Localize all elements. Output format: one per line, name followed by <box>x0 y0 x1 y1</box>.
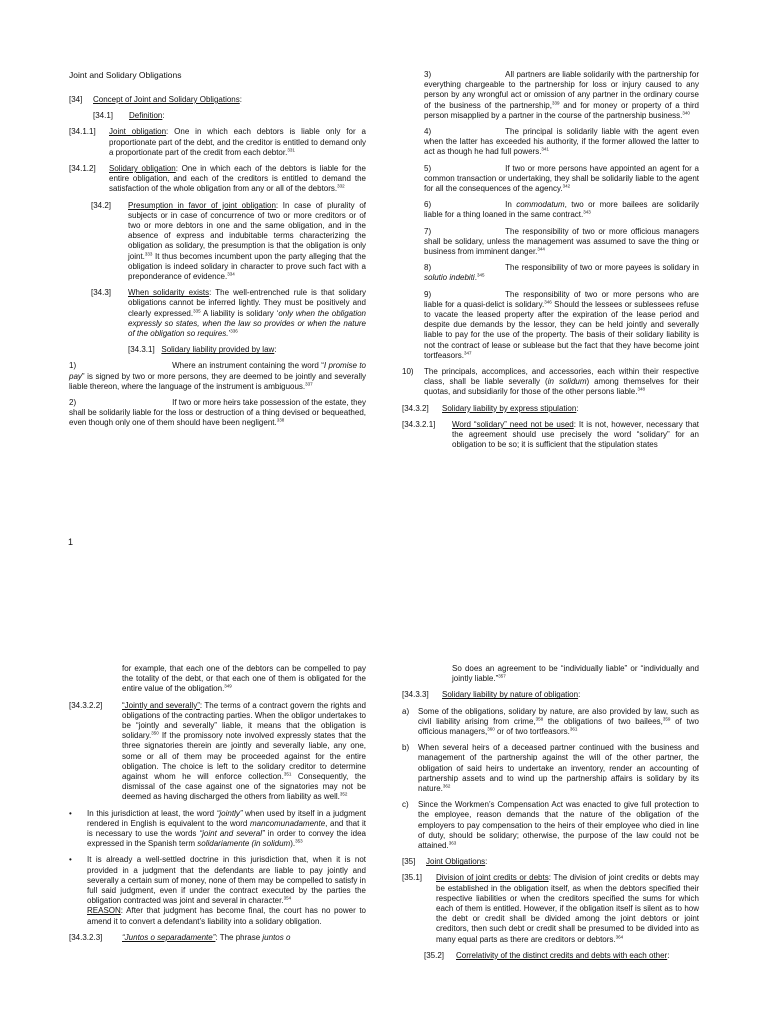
page2-left-column <box>69 664 366 949</box>
quoted-text: solidariamente (in solidum <box>197 839 291 849</box>
section-title: Joint Obligations <box>426 857 486 867</box>
paragraph-joint-obligation <box>69 127 366 158</box>
paragraph-text: If the promissory note involved expressly states that the three signatories therein are jointly and severally liable, any one, some or all of them may be proceeded against for the entire obligation. The choice is left to the solidary creditor to determine against whom he will enforce collection. <box>122 731 366 782</box>
section-34-3-2-heading: [34.3.2] Solidary liability by express stipulation: <box>402 403 579 413</box>
list-letter: c) <box>402 800 409 810</box>
list-item-7 <box>402 227 699 258</box>
list-item-5 <box>402 164 699 195</box>
list-text: When several heirs of a deceased partner continued with the business and management of the partnership against the will of the other partner, the obligation of said heirs to undertake an inventory, render an accounting of partnership assets and to wind up the partnership affairs is solidary by its nature. <box>418 743 699 794</box>
section-title: Solidary liability provided by law <box>161 345 275 355</box>
footnote-ref: 359 <box>662 716 671 722</box>
section-number: [34.1.1] <box>69 127 96 137</box>
term: Joint obligation <box>109 127 167 137</box>
page1-left-column <box>69 95 366 435</box>
footnote-ref: 345 <box>476 272 485 278</box>
list-item-a <box>402 707 699 738</box>
quoted-text: juntos o <box>262 932 291 942</box>
footnote-ref: 358 <box>535 716 544 722</box>
paragraph-solidary-obligation <box>69 164 366 195</box>
paragraph-presumption-joint <box>91 201 366 283</box>
section-34-1-heading: [34.1] Definition: <box>93 111 165 121</box>
list-text: The principals, accomplices, and accessories, each within their respective class, shall be liable severally ( <box>424 367 699 387</box>
list-item-6 <box>402 200 699 220</box>
footnote-ref: 361 <box>569 726 578 732</box>
page2-right-column <box>402 664 699 967</box>
paragraph-text: : It is not, however, necessary that the agreement should use precisely the word “solidary” for an obligation to be so; it is sufficient that the stipulation states <box>452 419 699 450</box>
footnote-ref: 362 <box>442 783 451 789</box>
bullet-text: ). <box>290 839 296 849</box>
quoted-text: I promise to pay <box>69 361 366 381</box>
list-item-1 <box>69 361 366 392</box>
paragraph-division-joint-credits <box>402 873 699 944</box>
list-item-9 <box>402 290 699 361</box>
paragraph-text: : One in which each of the debtors is liable for the entire obligation, and each of the creditors is entitled to demand the satisfaction of the whole obligation from any or all of the debtors. <box>109 164 366 194</box>
bullet-text: in order to convey the idea expressed in the Spanish term <box>87 829 366 849</box>
paragraph-text: So does an agreement to be “individually liable” or “individually and jointly liable.” <box>452 664 699 684</box>
term: When solidarity exists <box>128 288 210 298</box>
list-item-4 <box>402 127 699 158</box>
footnote-ref: 357 <box>498 673 506 679</box>
list-item-10 <box>402 367 699 398</box>
section-number: [34.2] <box>91 200 112 210</box>
quoted-text: mancomunadamente <box>250 818 326 828</box>
paragraph-jointly-severally <box>69 701 366 803</box>
footnote-ref: 348 <box>637 386 645 392</box>
footnote-ref: 334 <box>227 271 235 277</box>
bullet-icon: • <box>69 855 72 865</box>
bullet-text: when used by itself in a judgment rendered in English is equivalent to the word <box>87 808 367 828</box>
section-number: [35] <box>402 857 416 867</box>
list-text: , two or more bailees are solidarily liable for a thing loaned in the same contract. <box>424 200 699 220</box>
list-text: If two or more persons have appointed an agent for a common transaction or undertaking, they shall be solidarily liable to the agent for all the consequences of the agency. <box>424 163 699 194</box>
section-title: Solidary liability by nature of obligation <box>442 690 579 700</box>
list-number: 10) <box>402 367 414 377</box>
footnote-ref: 342 <box>562 183 571 189</box>
list-text: the obligations of two bailees, <box>543 716 663 726</box>
footnote-ref: 339 <box>551 99 560 105</box>
footnote-ref: 341 <box>541 146 549 152</box>
section-title: Concept of Joint and Solidary Obligations <box>93 95 240 104</box>
paragraph-text: : The terms of a contract govern the rights and obligations of the contracting parties. When the obligor undertakes to be “jointly and severally” liable, it means that the obligation is solidary. <box>122 700 366 741</box>
term: “Jointly and severally” <box>122 700 200 710</box>
quoted-text: commodatum <box>516 200 565 210</box>
list-text: and for money or property of a third person misapplied by a partner in the course of the partnership business. <box>424 100 699 120</box>
footnote-ref: 346 <box>544 299 552 305</box>
list-letter: b) <box>402 743 410 753</box>
list-text: The principal is solidarily liable with the agent even when the latter has exceeded his authority, if the former allowed the latter to act as though he had full powers. <box>424 127 699 157</box>
footnote-ref: 336 <box>230 328 238 334</box>
footnote-ref: 347 <box>464 350 472 356</box>
section-number: [34.3.2] <box>402 403 429 413</box>
list-text: or of two tortfeasors. <box>494 727 570 737</box>
list-text: The responsibility of two or more payees is solidary in <box>505 263 699 273</box>
list-text: Where an instrument containing the word “ <box>172 361 324 371</box>
footnote-ref: 332 <box>337 183 345 189</box>
reason-label: REASON <box>87 906 121 916</box>
term: Division of joint credits or debts <box>436 873 549 883</box>
paragraph-text: : The well-entrenched rule is that solidary obligations cannot be inferred lightly. They must be positively and clearly expressed. <box>128 288 366 318</box>
list-number: 5) <box>424 163 432 173</box>
list-text: All partners are liable solidarily with the partnership for everything chargeable to the partnership for loss or injury caused to any person by any wrongful act or omission of any partner in the ordinary course of the business of the partnership, <box>424 70 699 110</box>
list-number: 8) <box>424 263 432 273</box>
paragraph-word-solidary <box>402 420 699 451</box>
paragraph-text: ’ <box>228 329 231 339</box>
paragraph-text: Consequently, the dismissal of the case against one of the signatories may not be deemed as having discharged the others from liability as well. <box>122 772 367 802</box>
paragraph-when-solidarity-exists <box>91 288 366 339</box>
footnote-ref: 344 <box>537 246 545 252</box>
section-title: Definition <box>129 111 163 121</box>
footnote-ref: 349 <box>224 683 232 689</box>
section-number: [34.1] <box>93 111 114 121</box>
section-number: [34.1.2] <box>69 164 96 174</box>
term: Word “solidary” need not be used <box>452 419 574 429</box>
list-letter: a) <box>402 706 410 716</box>
quoted-text: “jointly” <box>216 808 243 818</box>
paragraph-individually-liable <box>402 664 699 684</box>
list-number: 4) <box>424 127 432 137</box>
list-text: ” is signed by two or more persons, they are deemed to be jointly and severally liable thereon, where the language of the instrument is ambiguous. <box>69 371 366 391</box>
section-number: [34.3.3] <box>402 690 429 700</box>
section-number: [34.3.2.3] <box>69 932 103 942</box>
footnote-ref: 360 <box>487 726 495 732</box>
list-text: The responsibility of two or more persons who are liable for a quasi-delict is solidary. <box>424 289 699 309</box>
bullet-text: , and that it is necessary to use the words <box>87 818 366 839</box>
list-text: The responsibility of two or more officious managers shall be solidary, unless the management was assumed to save the thing or business from imminent danger. <box>424 226 699 257</box>
paragraph-text: : One in which each debtors is liable only for a proportionate part of the debt, and the creditor is entitled to demand only a proportionate part of the credit from each debtor. <box>109 127 366 157</box>
section-number: [34] <box>69 95 83 104</box>
footnote-ref: 364 <box>615 934 624 940</box>
paragraph-text: A liability is solidary ‘ <box>200 308 279 318</box>
section-number: [34.3] <box>91 288 112 298</box>
list-number: 1) <box>69 361 77 371</box>
document-title: Joint and Solidary Obligations <box>69 70 182 80</box>
section-number: [34.3.2.2] <box>69 700 103 710</box>
list-text: If two or more heirs take possession of the estate, they shall be solidarily liable for the loss or destruction of a thing devised or bequeathed, even though only one of them should have been negligent. <box>69 398 366 428</box>
section-35-2-heading: [35.2] Correlativity of the distinct credits and debts with each other: <box>424 950 670 960</box>
section-number: [35.1] <box>402 873 423 883</box>
bullet-icon: • <box>69 808 72 818</box>
footnote-ref: 352 <box>339 791 348 797</box>
bullet-item-2 <box>69 855 366 926</box>
list-text: ) among themselves for their quotas, and subsidiarily for those of the other persons liable. <box>424 377 700 397</box>
paragraph-text: for example, that each one of the debtors can be compelled to pay the totality of the debt, or that each one of them is obligated for the entire value of the obligation. <box>122 664 366 694</box>
bullet-text: It is already a well-settled doctrine in this jurisdiction that, when it is not provided in a judgment that the defendants are liable to pay jointly and severally a certain sum of money, none of them may be compelled to satisfy in full said judgment, even if under the contract executed by the parties the obligation contracted was joint and several in character. <box>87 855 366 906</box>
section-title: Correlativity of the distinct credits and debts with each other <box>456 950 668 960</box>
bullet-text: In this jurisdiction at least, the word <box>87 808 217 818</box>
footnote-ref: 351 <box>283 771 292 777</box>
section-number: [34.3.2.1] <box>402 419 436 429</box>
list-text: Should the lessees or sublessees refuse to vacate the leased property after the expiration of the lease period and despite due demands by the lessor, they can be held jointly and severally liable to pay for the use of the property. The basis of their solidary liability is not the contract of lease or sublease but the fact that they have become joint tortfeasors. <box>424 299 699 360</box>
footnote-ref: 353 <box>295 838 303 844</box>
list-text: Some of the obligations, solidary by nature, are also provided by law, such as civil liability arising from crime, <box>418 706 699 726</box>
section-34-heading: [34] Concept of Joint and Solidary Obligations: <box>69 95 242 104</box>
section-number: [34.3.1] <box>128 345 155 355</box>
footnote-ref: 331 <box>287 147 295 153</box>
list-text: of two officious managers, <box>418 716 699 737</box>
paragraph-text: It thus becomes incumbent upon the party alleging that the obligation is indeed solidary in character to prove such fact with a preponderance of evidence. <box>128 251 366 282</box>
quoted-text: solutio indebiti <box>424 273 475 283</box>
footnote-ref: 363 <box>448 840 457 846</box>
term: “Juntos o separadamente” <box>122 932 216 942</box>
page1-right-column <box>402 70 699 457</box>
list-number: 6) <box>424 200 432 210</box>
footnote-ref: 343 <box>583 209 591 215</box>
list-text: Since the Workmen’s Compensation Act was enacted to give full protection to the employee, reason demands that the nature of the obligation of the employers to pay compensation to the heirs of their employee who died in line of duty, should be solidary; otherwise, the purpose of the law could not be attained. <box>418 800 699 851</box>
list-text: . <box>474 273 477 283</box>
list-item-3 <box>402 70 699 121</box>
list-item-2 <box>69 398 366 429</box>
section-34-3-1-heading: [34.3.1] Solidary liability provided by law: <box>128 345 277 355</box>
list-number: 7) <box>424 226 432 236</box>
quoted-text: only when the obligation expressly so states, when the law so provides or when the nature of the obligation so requires. <box>128 308 367 339</box>
term: Presumption in favor of joint obligation <box>128 200 276 210</box>
paragraph-juntos <box>69 933 366 943</box>
section-number: [35.2] <box>424 950 445 960</box>
section-35-heading: [35] Joint Obligations: <box>402 857 488 867</box>
footnote-ref: 333 <box>144 250 153 256</box>
paragraph-text: : The phrase <box>215 932 263 942</box>
footnote-ref: 350 <box>151 730 159 736</box>
footnote-ref: 338 <box>276 417 285 423</box>
footnote-ref: 337 <box>305 381 313 387</box>
quoted-text: “joint and several” <box>199 829 265 839</box>
list-item-c <box>402 800 699 851</box>
bullet-item-1 <box>69 809 366 850</box>
paragraph-continuation <box>69 664 366 695</box>
footnote-ref: 335 <box>193 308 201 313</box>
list-item-8 <box>402 263 699 283</box>
section-title: Solidary liability by express stipulation <box>442 403 577 413</box>
footnote-ref: 340 <box>682 110 690 116</box>
list-number: 3) <box>424 70 432 79</box>
paragraph-text: : In case of plurality of subjects or in case of concurrence of two or more creditors or of two or more debtors in one and the same obligation, and in the absence of express and indubitable terms characterizing the obligation as solidary, the presumption is that the obligation is only joint. <box>128 200 366 261</box>
section-34-3-3-heading: [34.3.3] Solidary liability by nature of obligation: <box>402 690 581 700</box>
footnote-ref: 354 <box>283 895 292 901</box>
page-number: 1 <box>68 537 74 547</box>
list-item-b <box>402 743 699 794</box>
bullet-text: : After that judgment has become final, the court has no power to amend it to convert a defendant’s liability into a solidary obligation. <box>87 906 366 926</box>
paragraph-text: : The division of joint credits or debts may be established in the obligation itself, as when the debtors specified their respective liabilities or when the creditors specified the sums for which each of them is entitled. However, if the obligation itself is silent as to how the debt or credit shall be divided among the joint debtors or joint creditors, then such debt or credit shall be presumed to be divided into as many equal parts as there are creditors or debtors. <box>436 873 699 944</box>
list-number: 9) <box>424 289 432 299</box>
list-text: In <box>505 200 517 210</box>
term: Solidary obligation <box>109 164 176 174</box>
list-number: 2) <box>69 398 77 408</box>
quoted-text: in solidum <box>547 377 587 387</box>
